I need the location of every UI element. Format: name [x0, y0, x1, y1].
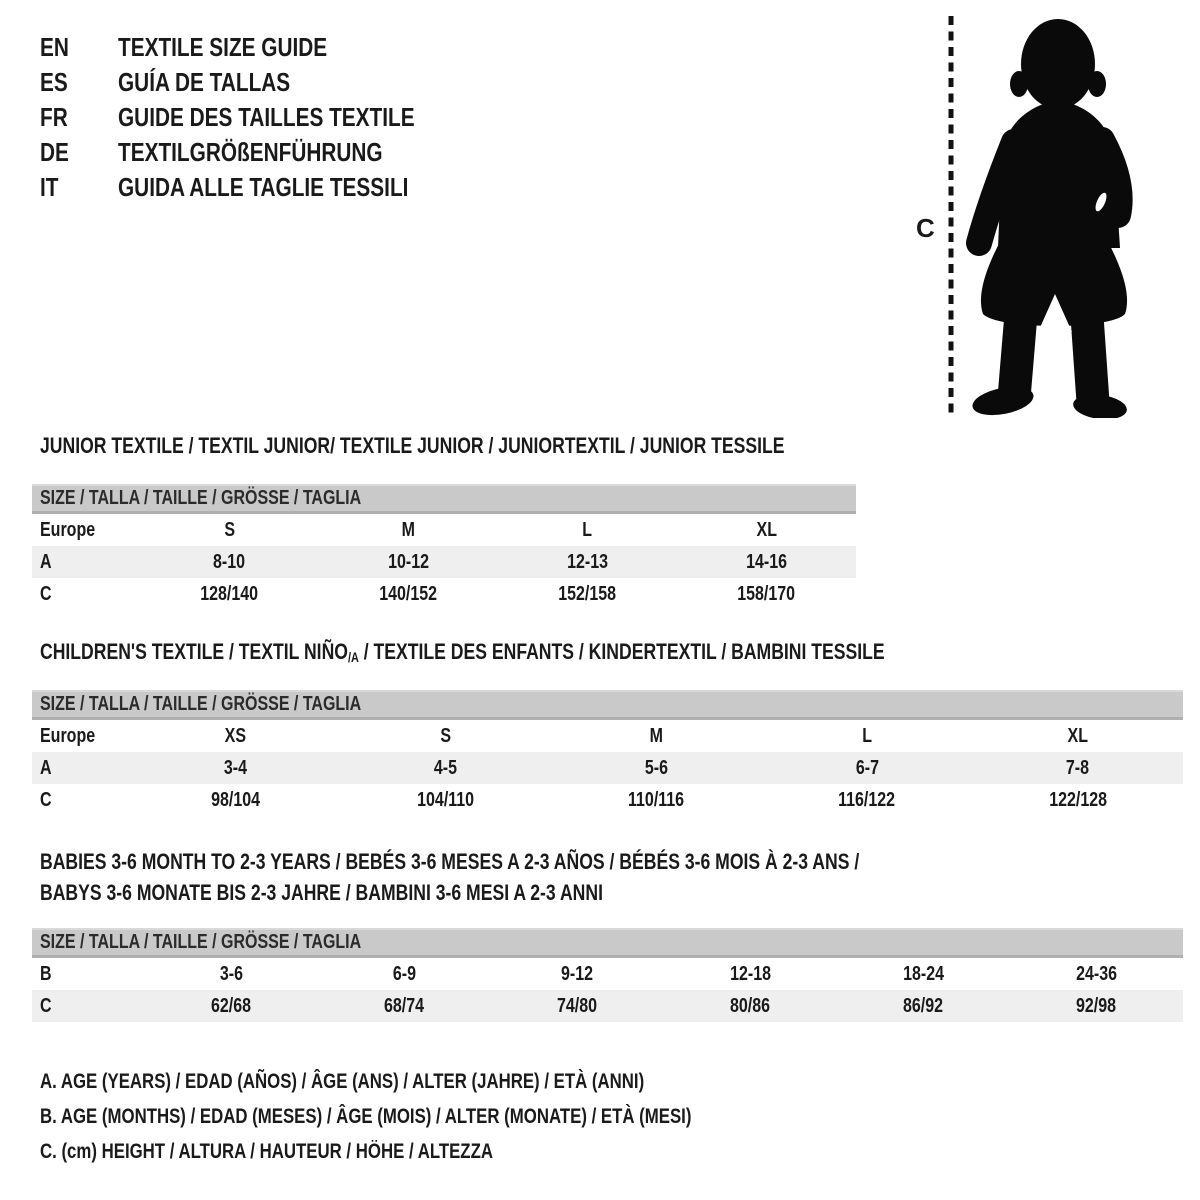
value-cell: 6-7: [855, 756, 879, 779]
column-header-cell: L: [862, 724, 872, 747]
children-section-title-text: CHILDREN'S TEXTILE / TEXTIL $NIÑO_{/A}$ / TEXTILE DES ENFANTS / KINDERTEXTIL / BAMBINI TESSILE: [40, 639, 885, 665]
language-row: [40, 170, 489, 205]
title-subscript: /A: [347, 650, 359, 665]
language-code: ES: [40, 67, 68, 97]
value-cell: 128/140: [200, 582, 259, 605]
value-cell: 12-18: [730, 962, 771, 985]
row-label-cell: Europe: [40, 518, 96, 541]
language-label: GUÍA DE TALLAS: [118, 67, 291, 97]
size-header-bar: [32, 928, 1183, 958]
language-code: EN: [40, 32, 69, 62]
value-cell: 104/110: [417, 788, 475, 811]
value-cell: 5-6: [644, 756, 669, 779]
value-cell: 12-13: [567, 550, 608, 573]
column-header-cell: S: [440, 724, 452, 747]
junior-size-table: [32, 484, 856, 610]
row-label-cell: A: [40, 756, 52, 779]
language-code: DE: [40, 137, 69, 167]
row-label-cell: B: [40, 962, 52, 985]
language-label: TEXTILE SIZE GUIDE: [118, 32, 328, 62]
row-label-cell: C: [40, 994, 52, 1017]
value-cell: 4-5: [434, 756, 458, 779]
measure-label-c: C: [916, 213, 935, 243]
table-row: [32, 784, 1183, 816]
value-cell: 62/68: [211, 994, 252, 1017]
language-label: GUIDE DES TAILLES TEXTILE: [118, 102, 415, 132]
children-section-title: [40, 639, 1096, 671]
measurement-legend: [40, 1064, 854, 1169]
column-header-row: [32, 514, 856, 546]
value-cell: 24-36: [1076, 962, 1117, 985]
value-cell: 92/98: [1076, 994, 1117, 1017]
size-header-bar: [32, 484, 856, 514]
value-cell: 8-10: [213, 550, 246, 573]
value-cell: 14-16: [746, 550, 787, 573]
value-cell: 110/116: [628, 788, 685, 811]
value-cell: 9-12: [561, 962, 594, 985]
legend-line-b: B. AGE (MONTHS) / EDAD (MESES) / ÂGE (MOIS) / ALTER (MONATE) / ETÀ (MESI): [40, 1105, 692, 1128]
value-cell: 18-24: [903, 962, 944, 985]
column-header-cell: M: [649, 724, 664, 747]
size-header-label: SIZE / TALLA / TAILLE / GRÖSSE / TAGLIA: [40, 931, 362, 953]
size-header-bar: [32, 690, 1183, 720]
value-cell: 140/152: [379, 582, 438, 605]
row-label-cell: C: [40, 788, 52, 811]
value-cell: 68/74: [384, 994, 425, 1017]
babies-title-line2: BABYS 3-6 MONATE BIS 2-3 JAHRE / BAMBINI 3-6 MESI A 2-3 ANNI: [40, 880, 603, 905]
value-cell: 122/128: [1048, 788, 1107, 811]
value-cell: 3-4: [223, 756, 247, 779]
value-cell: 80/86: [730, 994, 771, 1017]
height-measure-line: [946, 16, 956, 418]
value-cell: 74/80: [557, 994, 598, 1017]
column-header-cell: S: [224, 518, 235, 541]
language-row: [40, 65, 489, 100]
language-row: [40, 30, 489, 65]
row-label-cell: A: [40, 550, 52, 573]
babies-section-title: [40, 846, 1064, 908]
table-row: [32, 752, 1183, 784]
column-header-cell: L: [582, 518, 593, 541]
table-row: [32, 958, 1183, 990]
value-cell: 6-9: [392, 962, 417, 985]
column-header-cell: XL: [1067, 724, 1088, 747]
legend-line-c: C. (cm) HEIGHT / ALTURA / HAUTEUR / HÖHE / ALTEZZA: [40, 1140, 493, 1163]
language-header-block: [40, 30, 489, 205]
value-cell: 116/122: [838, 788, 896, 811]
column-header-cell: M: [401, 518, 416, 541]
row-label-cell: C: [40, 582, 52, 605]
value-cell: 98/104: [210, 788, 260, 811]
value-cell: 152/158: [558, 582, 617, 605]
value-cell: 158/170: [737, 582, 796, 605]
column-header-cell: XS: [224, 724, 246, 747]
table-row: [32, 990, 1183, 1022]
value-cell: 7-8: [1066, 756, 1090, 779]
size-header-label: SIZE / TALLA / TAILLE / GRÖSSE / TAGLIA: [40, 693, 362, 715]
table-row: [32, 578, 856, 610]
language-code: FR: [40, 102, 68, 132]
babies-title-line1: BABIES 3-6 MONTH TO 2-3 YEARS / BEBÉS 3-6 MESES A 2-3 AÑOS / BÉBÉS 3-6 MOIS À 2-3 ANS /: [40, 849, 860, 874]
table-row: [32, 546, 856, 578]
baby-silhouette-icon: [962, 14, 1146, 418]
language-label: TEXTILGRÖßENFÜHRUNG: [118, 137, 383, 167]
junior-section-title: [40, 433, 971, 459]
language-label: GUIDA ALLE TAGLIE TESSILI: [118, 172, 409, 202]
junior-section-title-text: JUNIOR TEXTILE / TEXTIL JUNIOR/ TEXTILE JUNIOR / JUNIORTEXTIL / JUNIOR TESSILE: [40, 433, 785, 458]
size-header-label: SIZE / TALLA / TAILLE / GRÖSSE / TAGLIA: [40, 487, 362, 509]
value-cell: 86/92: [903, 994, 944, 1017]
column-header-row: [32, 720, 1183, 752]
language-row: [40, 135, 489, 170]
children-size-table: [32, 690, 1183, 816]
legend-line-a: A. AGE (YEARS) / EDAD (AÑOS) / ÂGE (ANS) / ALTER (JAHRE) / ETÀ (ANNI): [40, 1070, 645, 1093]
babies-size-table: [32, 928, 1183, 1022]
column-header-cell: XL: [756, 518, 777, 541]
value-cell: 3-6: [219, 962, 244, 985]
language-code: IT: [40, 172, 59, 202]
language-row: [40, 100, 489, 135]
value-cell: 10-12: [388, 550, 429, 573]
row-label-cell: Europe: [40, 724, 96, 747]
